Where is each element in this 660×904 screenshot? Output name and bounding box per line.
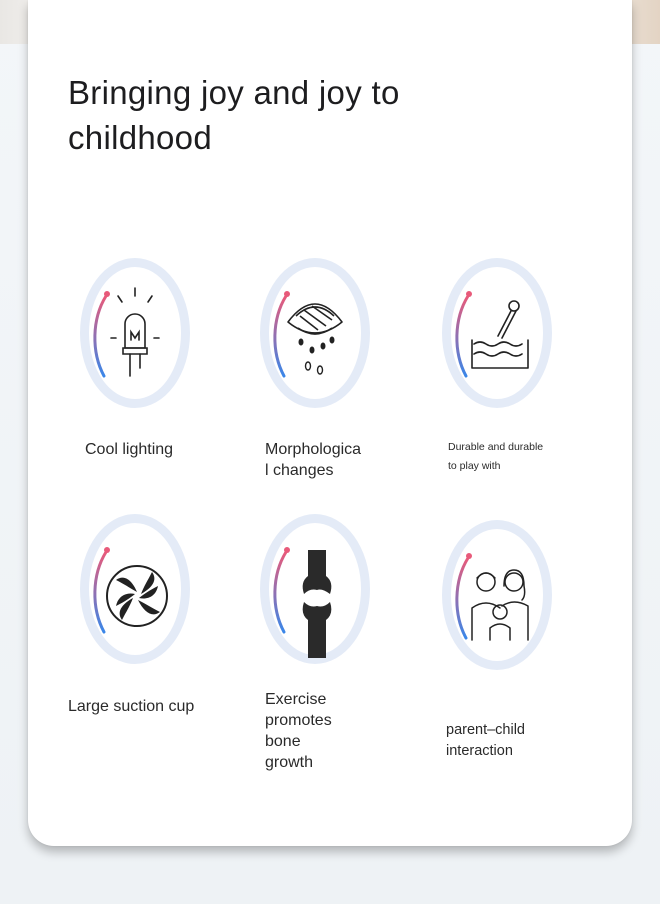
- feature-label: Durable and durable to play with: [448, 441, 544, 472]
- family-icon: [442, 520, 552, 670]
- suction-cup-fan-icon: [80, 514, 190, 664]
- icon-ring: [260, 514, 370, 664]
- icon-ring: [442, 520, 552, 670]
- led-bulb-icon: [80, 258, 190, 408]
- feature-label: Exercise promotes bone growth: [265, 691, 332, 771]
- bone-joint-icon: [260, 514, 370, 664]
- page-title: Bringing joy and joy to childhood: [68, 74, 400, 156]
- icon-ring: [260, 258, 370, 408]
- icon-ring: [442, 258, 552, 408]
- feature-label: parent–child interaction: [446, 722, 525, 759]
- feature-card: [28, 0, 632, 846]
- icon-ring: [80, 258, 190, 408]
- water-toy-icon: [442, 258, 552, 408]
- feature-label: Morphologica l changes: [265, 441, 362, 479]
- feature-label: Large suction cup: [68, 698, 195, 715]
- ufo-sprinkler-icon: [260, 258, 370, 408]
- feature-label: Cool lighting: [85, 441, 174, 458]
- icon-ring: [80, 514, 190, 664]
